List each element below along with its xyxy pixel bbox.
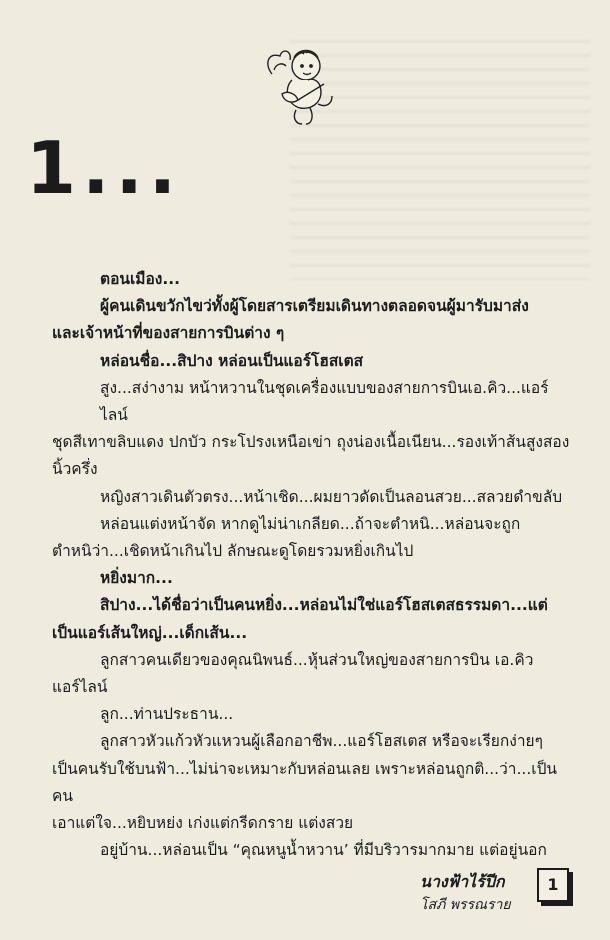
paragraph-line: และเจ้าหน้าที่ของสายการบินต่าง ๆ [52, 324, 285, 343]
cherub-illustration [262, 44, 338, 128]
paragraph-line: ลูกสาวคนเดียวของคุณนิพนธ์...หุ้นส่วนใหญ่ของสายการบิน เอ.คิว [100, 650, 534, 669]
paragraph-line: ลูกสาวหัวแก้วหัวแหวนผู้เลือกอาชีพ...แอร์โฮสเตส หรือจะเรียกง่ายๆ [100, 732, 543, 751]
paragraph-line: หล่อนชื่อ...สิปาง หล่อนเป็นแอร์โฮสเตส [100, 351, 364, 370]
page-number: 1 [537, 868, 569, 902]
paragraph-line: ชุดสีเทาขลิบแดง ปกบัว กระโปรงเหนือเข่า ถุงน่องเนื้อเนียน...รองเท้าส้นสูงสอง [52, 433, 570, 452]
paragraph-line: หญิงสาวเดินตัวตรง...หน้าเชิด...ผมยาวดัดเป็นลอนสวย...สลวยดำขลับ [100, 487, 563, 506]
book-title: นางฟ้าไร้ปีก [420, 872, 505, 891]
paragraph-line: สิปาง...ได้ชื่อว่าเป็นคนหยิ่ง...หล่อนไม่ใช่แอร์โฮสเตสธรรมดา...แต่ [100, 596, 548, 615]
paragraph-line: สูง...สง่างาม หน้าหวานในชุดเครื่องแบบของสายการบินเอ.คิว...แอร์ไลน์ [100, 378, 549, 425]
paragraph-line: นิ้วครึ่ง [52, 460, 98, 479]
paragraph-line: ลูก...ท่านประธาน... [100, 705, 234, 724]
paragraph-line: แอร์ไลน์ [52, 678, 108, 697]
paragraph-line: ผู้คนเดินขวักไขว่ทั้งผู้โดยสารเตรียมเดินทางตลอดจนผู้มารับมาส่ง [100, 297, 529, 316]
paragraph-line: เอาแต่ใจ...หยิบหย่ง เก่งแต่กรีดกราย แต่งสวย [52, 814, 354, 833]
paragraph-line: หล่อนแต่งหน้าจัด หากดูไม่น่าเกลียด...ถ้าจะตำหนิ...หล่อนจะถูก [100, 514, 521, 533]
author-name: โสภี พรรณราย [420, 897, 511, 913]
paragraph-line: ตอนเมือง... [100, 270, 181, 288]
paragraph-line: หยิ่งมาก... [100, 569, 173, 588]
chapter-number: 1... [26, 126, 183, 210]
paragraph-line: เป็นคนรับใช้บนฟ้า...ไม่น่าจะเหมาะกับหล่อนเลย เพราะหล่อนถูกติ...ว่า...เป็นคน [52, 759, 557, 805]
paragraph-line: อยู่บ้าน...หล่อนเป็น “คุณหนูน้ำหวาน’ ที่มีบริวารมากมาย แต่อยู่นอก [100, 841, 547, 860]
chapter-body [52, 266, 570, 864]
paragraph-line: เป็นแอร์เส้นใหญ่...เด็กเส้น... [52, 623, 248, 642]
paragraph-line: ตำหนิว่า...เชิดหน้าเกินไป ลักษณะดูโดยรวมหยิ่งเกินไป [52, 542, 414, 561]
